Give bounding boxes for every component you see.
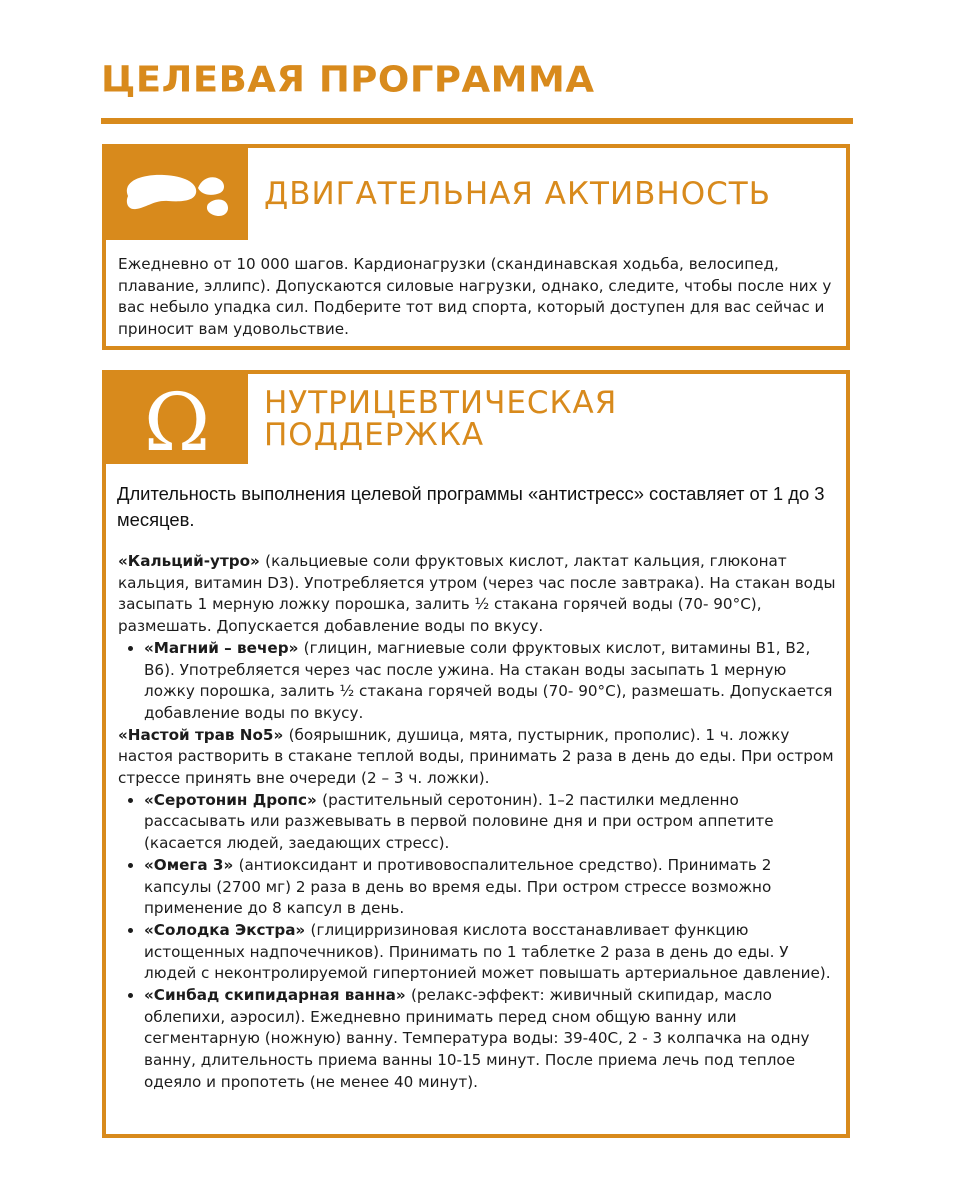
nutrition-icon-tile [106,374,248,464]
supplement-name: «Солодка Экстра» [144,920,311,939]
page-title: ЦЕЛЕВАЯ ПРОГРАММА [101,59,595,100]
supplement-description: (глицирризиновая кислота восстанавливает функцию истощенных надпочечников). Принимать по 1 таблетке 2 раза в день до еды. У людей с неконтролируемой гипертонией может повышать артериальное давление). [144,920,831,983]
supplement-description: (релакс-эффект: живичный скипидар, масло облепихи, аэросил). Ежедневно принимать перед сном общую ванну или сегментарную (ножную) ванну. Температура воды: 39-40С, 2 - 3 колпачка на одну ванну, длительность приема ванны 10-15 минут. После приема лечь под теплое одеяло и пропотеть (не менее 40 минут). [144,986,810,1091]
supplement-description: (растительный серотонин). 1–2 пастилки медленно рассасывать или разжевывать в первой половине дня и при остром аппетите (касается людей, заедающих стресс). [144,790,774,853]
nutrition-section [102,370,850,1138]
supplement-name: «Кальций-утро» [118,552,266,570]
supplement-name: «Настой трав No5» [118,725,289,744]
omega-icon [106,374,248,464]
supplement-name: «Омега 3» [144,855,239,874]
supplement-name: «Синбад скипидарная ванна» [144,986,411,1005]
list-item [144,790,840,855]
supplement-name: «Магний – вечер» [144,638,304,657]
activity-heading: ДВИГАТЕЛЬНАЯ АКТИВНОСТЬ [264,176,771,212]
bulleted-list [118,790,840,1094]
svg-text:Ω: Ω [143,376,211,464]
activity-icon-tile [106,148,248,240]
supplement-description: (кальциевые соли фруктовых кислот, лактат кальция, глюконат кальция, витамин D3). Употребляется утром (через час после завтрака). На стакан воды засыпать 1 мерную ложку порошка, залить ½ стакана горячей воды (70- 90°C), размешать. Допускается добавление воды по вкусу. [118,552,836,636]
supplement-name: «Серотонин Дропс» [144,790,323,809]
list-item [144,920,840,985]
program-duration: Длительность выполнения целевой программы «антистресс» составляет от 1 до 3 месяцев. [117,483,825,530]
bulleted-list [118,638,840,725]
supplement-description: (боярышник, душица, мята, пустырник, прополис). 1 ч. ложку настоя растворить в стакане теплой воды, принимать 2 раза в день до еды. При остром стрессе принять вне очереди (2 – 3 ч. ложки). [118,725,834,788]
activity-section [102,144,850,350]
supplement-description: (глицин, магниевые соли фруктовых кислот, витамины В1, В2, В6). Употребляется через час после ужина. На стакан воды засыпать 1 мерную ложку порошка, залить ½ стакана горячей воды (70- 90°C), размешать. Допускается добавление воды по вкусу. [144,638,833,722]
supplement-list [118,551,840,1094]
list-item [144,855,840,920]
supplement-description: (антиоксидант и противовоспалительное средство). Принимать 2 капсулы (2700 мг) 2 раза в день во время еды. При остром стрессе возможно применение до 8 капсул в день. [144,855,772,918]
list-item [118,551,840,638]
nutrition-heading: НУТРИЦЕВТИЧЕСКАЯ ПОДДЕРЖКА [264,385,618,453]
list-item [118,725,840,790]
list-item [144,985,840,1094]
title-divider [101,118,853,124]
footprints-icon [106,148,248,240]
list-item [144,638,840,725]
activity-text: Ежедневно от 10 000 шагов. Кардионагрузки (скандинавская ходьба, велосипед, плавание, эллипс). Допускаются силовые нагрузки, однако, следите, чтобы после них у вас небыло упадка сил. Подберите тот вид спорта, который доступен для вас сейчас и приносит вам удовольствие. [118,255,832,339]
